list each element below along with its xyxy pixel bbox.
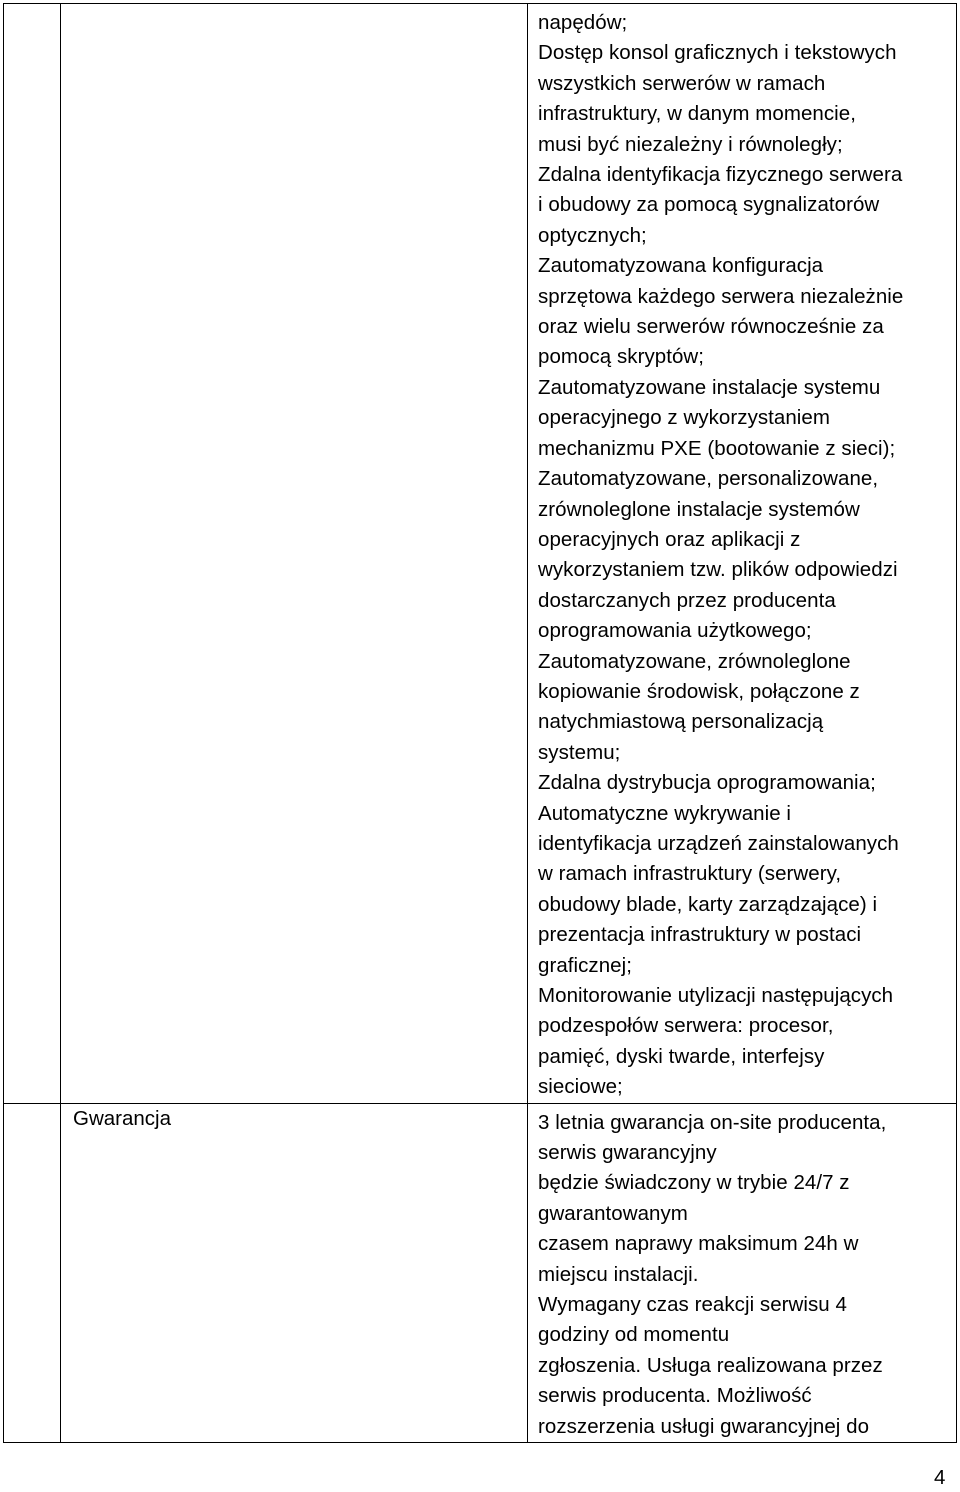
- requirement-line: operacyjnych oraz aplikacji z: [538, 527, 801, 551]
- requirement-line: oraz wielu serwerów równocześnie za: [538, 315, 884, 339]
- requirement-line: natychmiastową personalizacją: [538, 710, 824, 734]
- parameter-name-cell: [61, 4, 528, 1104]
- requirement-line: miejscu instalacji.: [538, 1262, 699, 1286]
- requirement-line: Monitorowanie utylizacji następujących: [538, 984, 894, 1007]
- requirement-line: Dostęp konsol graficznych i tekstowych: [538, 41, 897, 65]
- requirement-line: rozszerzenia usługi gwarancyjnej do: [538, 1414, 870, 1438]
- requirement-line: obudowy blade, karty zarządzające) i: [538, 892, 878, 916]
- requirement-line: sieciowe;: [538, 1075, 623, 1099]
- requirement-line: prezentacja infrastruktury w postaci: [538, 923, 862, 947]
- requirement-line: 3 letnia gwarancja on-site producenta,: [538, 1110, 887, 1134]
- row-number-cell: [4, 1103, 61, 1442]
- requirement-line: operacyjnego z wykorzystaniem: [538, 406, 830, 430]
- parameter-name-cell: [61, 1103, 528, 1442]
- requirement-line: godziny od momentu: [538, 1323, 730, 1347]
- requirement-line: podzespołów serwera: procesor,: [538, 1014, 834, 1038]
- requirement-line: wszystkich serwerów w ramach: [538, 71, 826, 95]
- requirement-line: Zdalna identyfikacja fizycznego serwera: [538, 163, 903, 187]
- requirements-cell: [528, 4, 957, 1104]
- requirements-cell: [528, 1103, 957, 1442]
- requirement-line: sprzętowa każdego serwera niezależnie: [538, 284, 904, 308]
- requirement-line: systemu;: [538, 740, 621, 764]
- requirement-line: gwarantowanym: [538, 1201, 688, 1225]
- row-number-cell: [4, 4, 61, 1104]
- requirement-line: dostarczanych przez producenta: [538, 588, 836, 612]
- requirement-line: Zautomatyzowane instalacje systemu: [538, 375, 881, 399]
- requirement-line: kopiowanie środowisk, połączone z: [538, 679, 860, 703]
- requirement-line: wykorzystaniem tzw. plików odpowiedzi: [538, 558, 898, 582]
- requirement-line: oprogramowania użytkowego;: [538, 619, 812, 643]
- requirement-line: pomocą skryptów;: [538, 345, 705, 369]
- requirement-line: w ramach infrastruktury (serwery,: [538, 862, 842, 886]
- requirement-line: mechanizmu PXE (bootowanie z sieci);: [538, 436, 896, 460]
- requirement-line: Automatyczne wykrywanie i: [538, 801, 792, 825]
- requirement-line: i obudowy za pomocą sygnalizatorów: [538, 193, 880, 217]
- requirement-line: serwis producenta. Możliwość: [538, 1384, 812, 1408]
- parameter-name: Gwarancja: [73, 1106, 171, 1130]
- table-row: [4, 4, 957, 1104]
- requirement-line: Zdalna dystrybucja oprogramowania;: [538, 771, 876, 795]
- requirement-line: zrównoleglone instalacje systemów: [538, 497, 860, 521]
- requirement-line: Zautomatyzowane, zrównoleglone: [538, 649, 851, 673]
- requirement-line: Wymagany czas reakcji serwisu 4: [538, 1293, 847, 1317]
- requirement-line: serwis gwarancyjny: [538, 1141, 717, 1165]
- requirement-line: Zautomatyzowane, personalizowane,: [538, 467, 879, 491]
- table-row: [4, 1103, 957, 1442]
- requirement-line: infrastruktury, w danym momencie,: [538, 102, 856, 126]
- requirement-line: identyfikacja urządzeń zainstalowanych: [538, 831, 899, 855]
- requirement-line: napędów;: [538, 11, 628, 34]
- page-number: 4: [934, 1466, 946, 1489]
- specification-table: [3, 3, 957, 1443]
- requirement-line: musi być niezależny i równoległy;: [538, 132, 843, 156]
- requirement-line: zgłoszenia. Usługa realizowana przez: [538, 1353, 883, 1377]
- requirement-line: graficznej;: [538, 953, 632, 977]
- requirement-line: Zautomatyzowana konfiguracja: [538, 254, 824, 278]
- requirement-line: optycznych;: [538, 223, 647, 247]
- requirement-line: czasem naprawy maksimum 24h w: [538, 1232, 859, 1256]
- requirement-line: będzie świadczony w trybie 24/7 z: [538, 1171, 850, 1195]
- requirement-line: pamięć, dyski twarde, interfejsy: [538, 1044, 825, 1068]
